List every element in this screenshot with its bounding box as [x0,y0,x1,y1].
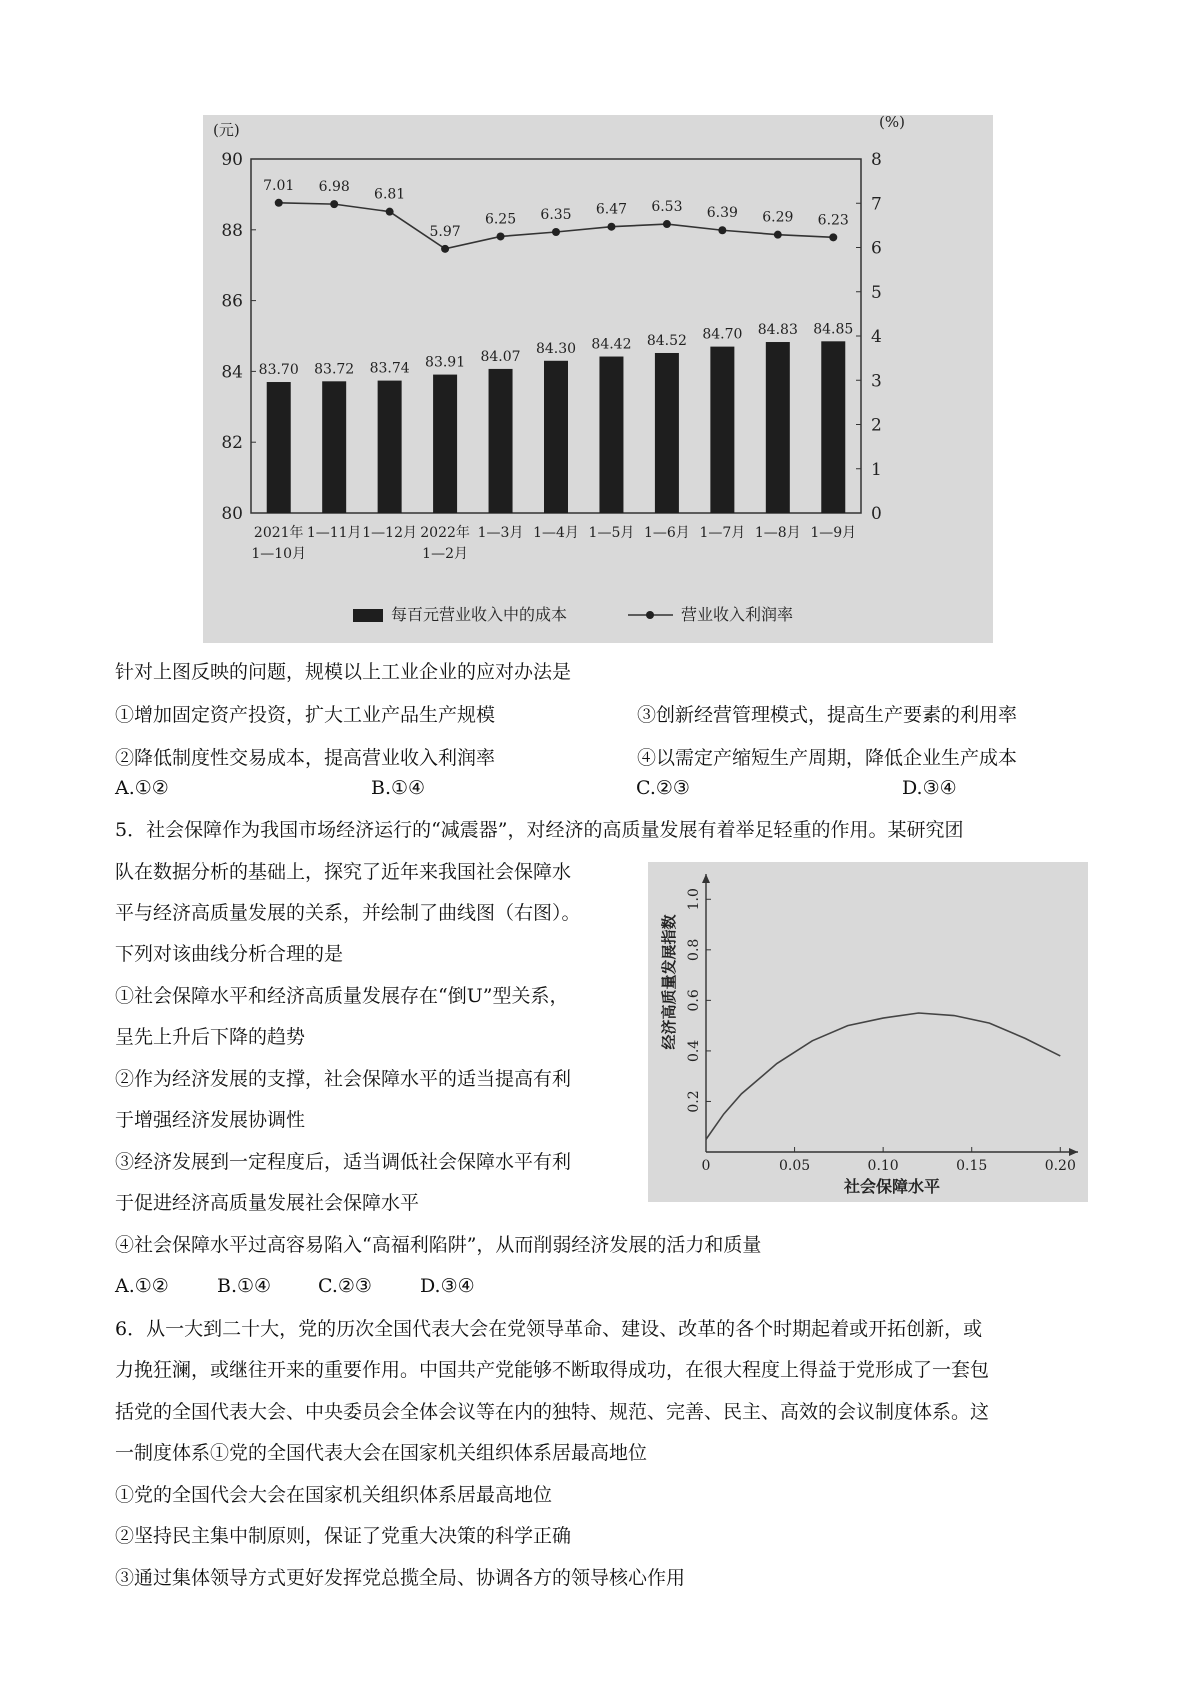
q4-answer-c: C.②③ [636,777,690,799]
x-axis-tick-label: 0.10 [867,1158,899,1174]
social-security-curve-chart [648,862,1088,1202]
right-axis-tick-label: 8 [871,150,882,170]
cost-bar-label: 83.70 [258,362,299,379]
profit-rate-point [441,245,449,253]
cost-bar [378,381,402,513]
y-axis-tick-label: 0.4 [686,1039,702,1063]
q4-answer-b: B.①④ [371,777,426,799]
y-axis-tick-label: 1.0 [686,888,702,911]
x-axis-arrow [1069,1148,1078,1156]
q5-line-4: 下列对该曲线分析合理的是 [115,943,344,965]
social-security-curve-svg [648,862,1088,1202]
q4-option-2: ②降低制度性交易成本，提高营业收入利润率 [115,747,496,769]
legend-line-marker [646,611,654,619]
q5-line-1: 5．社会保障作为我国市场经济运行的“减震器”，对经济的高质量发展有着举足轻重的作用。某研究团 [115,819,964,841]
q5-option-3: ③经济发展到一定程度后，适当调低社会保障水平有利 [115,1151,572,1173]
x-category-label: 1—3月 [477,525,524,541]
q5-option-4: ④社会保障水平过高容易陷入“高福利陷阱”，从而削弱经济发展的活力和质量 [115,1234,762,1256]
x-category-label: 1—11月 [306,525,362,541]
development-index-curve [706,1013,1060,1139]
q4-option-3: ③创新经营管理模式，提高生产要素的利用率 [637,704,1018,726]
profit-rate-point [386,208,394,216]
q6-option-2: ②坚持民主集中制原则，保证了党重大决策的科学正确 [115,1525,572,1547]
x-category-label-line2: 1—10月 [251,546,307,562]
q5-option-3-cont: 于促进经济高质量发展社会保障水平 [115,1192,420,1214]
q6-line-3: 括党的全国代表大会、中央委员会全体会议等在内的独特、规范、完善、民主、高效的会议制度体系。这 [115,1401,990,1423]
right-axis-tick-label: 2 [871,415,882,436]
right-axis-tick-label: 4 [871,327,882,347]
profit-rate-point [774,231,782,239]
x-category-label: 1—9月 [810,525,857,541]
q6-line-4: 一制度体系①党的全国代表大会在国家机关组织体系居最高地位 [115,1442,648,1464]
profit-rate-point [275,199,283,207]
cost-bar [766,342,790,513]
cost-bar-label: 84.52 [646,332,687,349]
profit-rate-point [829,233,837,241]
cost-bar [599,357,623,513]
left-axis-tick-label: 88 [221,220,243,241]
right-axis-tick-label: 1 [871,459,882,480]
x-category-label-line2: 1—2月 [422,546,469,562]
q5-line-3: 平与经济高质量发展的关系，并绘制了曲线图（右图）。 [115,902,581,924]
left-axis-tick-label: 82 [221,433,243,454]
x-axis-tick-label: 0.15 [956,1158,988,1174]
q5-answer-b: B.①④ [217,1275,272,1297]
q5-option-1: ①社会保障水平和经济高质量发展存在“倒U”型关系， [115,985,569,1007]
profit-rate-label: 6.29 [762,209,794,226]
y-axis-tick-label: 0.2 [686,1090,702,1113]
cost-bar [655,353,679,513]
left-axis-tick-label: 84 [221,362,243,383]
cost-bar [710,347,734,513]
q6-line-1: 6．从一大到二十大，党的历次全国代表大会在党领导革命、建设、改革的各个时期起着或开拓创新，或 [115,1318,983,1340]
left-axis-unit: (元) [213,121,240,139]
right-axis-tick-label: 6 [871,238,882,259]
legend-line-label: 营业收入利润率 [681,605,794,624]
left-axis-tick-label: 90 [221,150,243,170]
q5-option-2: ②作为经济发展的支撑，社会保障水平的适当提高有利 [115,1068,572,1090]
q5-answer-d: D.③④ [420,1275,475,1297]
profit-rate-label: 6.23 [817,212,849,229]
x-axis-tick-label: 0.20 [1044,1158,1076,1174]
q6-option-3: ③通过集体领导方式更好发挥党总揽全局、协调各方的领导核心作用 [115,1567,686,1589]
profit-rate-label: 6.98 [318,179,350,196]
profit-rate-label: 6.35 [540,207,572,224]
q5-line-2: 队在数据分析的基础上，探究了近年来我国社会保障水 [115,861,572,883]
cost-bar [433,375,457,513]
profit-rate-label: 7.01 [263,177,295,194]
x-axis-tick-label: 0 [701,1158,711,1174]
legend-bar-label: 每百元营业收入中的成本 [391,605,568,624]
profit-rate-point [607,223,615,231]
cost-bar [267,382,291,513]
cost-profit-chart [203,115,993,643]
cost-bar-label: 84.83 [757,322,798,339]
right-axis-unit: (%) [879,115,905,131]
y-axis-tick-label: 0.6 [686,989,702,1012]
x-category-label: 2021年 [253,525,304,541]
right-axis-tick-label: 5 [871,282,882,303]
cost-bar-label: 83.91 [425,354,466,371]
q5-answer-c: C.②③ [318,1275,372,1297]
profit-rate-point [718,226,726,234]
cost-bar-label: 83.72 [314,361,355,378]
right-axis-tick-label: 7 [871,194,882,215]
q4-answer-d: D.③④ [902,777,957,799]
x-axis-tick-label: 0.05 [778,1158,811,1174]
right-axis-tick-label: 3 [871,371,882,392]
q6-option-1: ①党的全国代会大会在国家机关组织体系居最高地位 [115,1484,553,1506]
profit-rate-label: 6.53 [651,199,683,216]
q4-option-4: ④以需定产缩短生产周期，降低企业生产成本 [637,747,1018,769]
cost-bar [821,341,845,513]
q4-stem: 针对上图反映的问题，规模以上工业企业的应对办法是 [115,661,572,683]
x-category-label: 1—4月 [533,525,579,541]
q5-option-1-cont: 呈先上升后下降的趋势 [115,1026,306,1048]
profit-rate-label: 6.47 [595,201,628,218]
x-category-label: 1—5月 [588,525,635,541]
cost-bar-label: 84.85 [813,321,854,338]
profit-rate-point [330,200,338,208]
x-category-label: 1—6月 [643,525,690,541]
q5-answer-a: A.①② [115,1275,169,1297]
cost-bar-label: 84.30 [535,340,577,357]
profit-rate-label: 6.39 [706,205,738,222]
cost-bar-label: 84.70 [702,326,743,343]
y-axis-arrow [702,874,710,883]
cost-profit-chart-svg [203,115,993,643]
legend-bar-swatch [353,609,383,622]
y-axis-tick-label: 0.8 [686,938,702,961]
q4-answer-a: A.①② [115,777,169,799]
profit-rate-label: 5.97 [429,223,461,240]
q5-option-2-cont: 于增强经济发展协调性 [115,1109,306,1131]
x-category-label: 2022年 [420,525,470,541]
cost-bar [544,361,568,513]
profit-rate-point [497,232,505,240]
cost-bar-label: 83.74 [369,360,410,377]
cost-bar [322,381,346,513]
left-axis-tick-label: 80 [221,504,243,524]
x-category-label: 1—8月 [754,525,801,541]
x-category-label: 1—12月 [362,525,418,541]
profit-rate-label: 6.25 [484,211,517,228]
profit-rate-point [552,228,560,236]
cost-bar [489,369,513,513]
cost-bar-label: 84.07 [480,348,521,365]
y-axis-title: 经济高质量发展指数 [660,914,678,1050]
profit-rate-label: 6.81 [374,186,406,203]
profit-rate-point [663,220,671,228]
q6-line-2: 力挽狂澜，或继往开来的重要作用。中国共产党能够不断取得成功，在很大程度上得益于党形成了一套包 [115,1359,990,1381]
cost-bar-label: 84.42 [591,336,632,353]
left-axis-tick-label: 86 [221,291,243,312]
x-category-label: 1—7月 [699,525,746,541]
q4-option-1: ①增加固定资产投资，扩大工业产品生产规模 [115,704,496,726]
x-axis-title: 社会保障水平 [843,1177,941,1196]
right-axis-tick-label: 0 [871,504,882,524]
